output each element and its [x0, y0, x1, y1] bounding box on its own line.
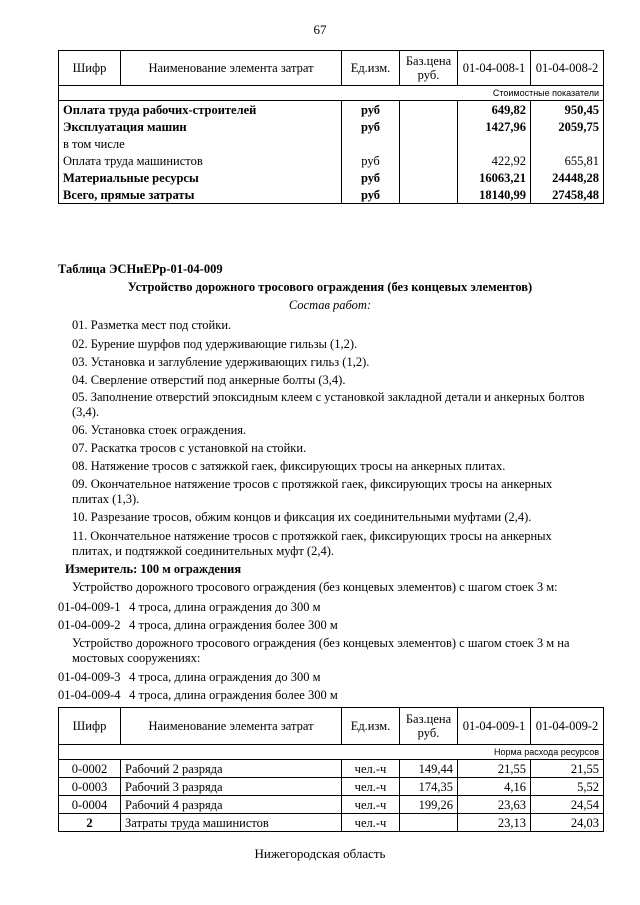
variants-description: Устройство дорожного тросового ограждения (без концевых элементов) с шагом стоек 3 м на мостовых сооружениях:: [72, 636, 570, 665]
row-value-2: 24,03: [531, 814, 604, 832]
row-unit: руб: [342, 152, 400, 169]
table-row: [59, 796, 604, 814]
row-code: 0-0004: [59, 796, 121, 814]
col-header-name: Наименование элемента затрат: [121, 708, 342, 745]
resource-table: [58, 707, 604, 832]
row-value-1: 649,82: [458, 101, 531, 119]
work-item: 07. Раскатка тросов с установкой на стойки.: [72, 441, 307, 455]
row-code: 0-0002: [59, 760, 121, 778]
col-header-variant-1: 01-04-008-1: [458, 51, 531, 86]
row-value-2: 24448,28: [531, 169, 604, 186]
row-value-1: 422,92: [458, 152, 531, 169]
row-name: Материальные ресурсы: [59, 169, 342, 186]
row-value-1: 21,55: [458, 760, 531, 778]
row-value-2: 27458,48: [531, 186, 604, 204]
row-price: [400, 814, 458, 832]
row-value-1: [458, 135, 531, 152]
row-name: Рабочий 2 разряда: [121, 760, 342, 778]
row-name: Эксплуатация машин: [59, 118, 342, 135]
section-label: Стоимостные показатели: [59, 86, 604, 101]
row-unit: руб: [342, 101, 400, 119]
row-price: [400, 186, 458, 204]
col-header-unit: Ед.изм.: [342, 708, 400, 745]
row-price: [400, 152, 458, 169]
work-item: 06. Установка стоек ограждения.: [72, 423, 247, 437]
row-name: Затраты труда машинистов: [121, 814, 342, 832]
row-price: [400, 169, 458, 186]
row-value-2: 2059,75: [531, 118, 604, 135]
row-value-2: 24,54: [531, 796, 604, 814]
row-unit: чел.-ч: [342, 760, 400, 778]
work-item: 11. Окончательное натяжение тросов с протяжкой гаек, фиксирующих тросы на анкерных плитах, и подтяжкой соединительных муфт (2,4).: [72, 529, 552, 558]
row-price: 174,35: [400, 778, 458, 796]
work-item: 05. Заполнение отверстий эпоксидным клеем с установкой закладной детали и анкерных болтов (3,4).: [72, 390, 585, 419]
row-value-2: 655,81: [531, 152, 604, 169]
variant-line: [58, 600, 321, 615]
variant-code: 01-04-009-1: [58, 600, 121, 614]
variant-text: 4 троса, длина ограждения более 300 м: [129, 618, 338, 632]
table-row: [59, 118, 604, 135]
row-name: Всего, прямые затраты: [59, 186, 342, 204]
variant-line: [58, 688, 338, 703]
variant-code: 01-04-009-2: [58, 618, 121, 632]
col-header-variant-2: 01-04-009-2: [531, 708, 604, 745]
row-unit: чел.-ч: [342, 814, 400, 832]
works-heading: Состав работ:: [288, 298, 372, 312]
row-unit: чел.-ч: [342, 796, 400, 814]
row-code: 2: [59, 814, 121, 832]
row-unit: руб: [342, 186, 400, 204]
work-item: 08. Натяжение тросов с затяжкой гаек, фиксирующих тросы на анкерных плитах.: [72, 459, 506, 473]
row-value-1: 16063,21: [458, 169, 531, 186]
variant-text: 4 троса, длина ограждения до 300 м: [129, 670, 321, 684]
row-value-1: 23,63: [458, 796, 531, 814]
row-unit: чел.-ч: [342, 778, 400, 796]
table-row: [59, 152, 604, 169]
work-item: 01. Разметка мест под стойки.: [72, 318, 232, 332]
variants-description: Устройство дорожного тросового ограждения (без концевых элементов) с шагом стоек 3 м:: [72, 580, 558, 594]
row-name: Оплата труда рабочих-строителей: [59, 101, 342, 119]
table-title: Устройство дорожного тросового ограждения (без концевых элементов): [127, 280, 533, 294]
col-header-variant-2: 01-04-008-2: [531, 51, 604, 86]
row-name: Рабочий 3 разряда: [121, 778, 342, 796]
variant-code: 01-04-009-4: [58, 688, 121, 702]
table-row: [59, 101, 604, 119]
work-item: 09. Окончательное натяжение тросов с протяжкой гаек, фиксирующих тросы на анкерных плитах (1,3).: [72, 477, 553, 506]
work-item: 02. Бурение шурфов под удерживающие гильзы (1,2).: [72, 337, 358, 351]
table-row: [59, 186, 604, 204]
row-value-1: 4,16: [458, 778, 531, 796]
row-price: [400, 101, 458, 119]
measurer: Измеритель: 100 м ограждения: [65, 562, 242, 576]
row-value-1: 18140,99: [458, 186, 531, 204]
table-row: [59, 760, 604, 778]
work-item: 10. Разрезание тросов, обжим концов и фиксация их соединительными муфтами (2,4).: [72, 510, 532, 524]
row-name: Рабочий 4 разряда: [121, 796, 342, 814]
col-header-variant-1: 01-04-009-1: [458, 708, 531, 745]
variant-line: [58, 670, 321, 685]
row-value-1: 23,13: [458, 814, 531, 832]
variant-text: 4 троса, длина ограждения до 300 м: [129, 600, 321, 614]
page-footer: Нижегородская область: [254, 846, 386, 861]
table-row: [59, 135, 604, 152]
cost-table: [58, 50, 604, 204]
variant-code: 01-04-009-3: [58, 670, 121, 684]
row-value-2: 950,45: [531, 101, 604, 119]
row-value-2: 21,55: [531, 760, 604, 778]
col-header-name: Наименование элемента затрат: [121, 51, 342, 86]
row-unit: [342, 135, 400, 152]
row-value-1: 1427,96: [458, 118, 531, 135]
row-price: [400, 118, 458, 135]
work-item: 04. Сверление отверстий под анкерные болты (3,4).: [72, 373, 346, 387]
row-name: в том числе: [59, 135, 342, 152]
table-row: [59, 169, 604, 186]
row-unit: руб: [342, 118, 400, 135]
col-header-code: Шифр: [59, 708, 121, 745]
col-header-unit: Ед.изм.: [342, 51, 400, 86]
row-code: 0-0003: [59, 778, 121, 796]
work-item: 03. Установка и заглубление удерживающих гильз (1,2).: [72, 355, 370, 369]
variant-text: 4 троса, длина ограждения более 300 м: [129, 688, 338, 702]
row-price: 149,44: [400, 760, 458, 778]
table-code: Таблица ЭСНиЕРр-01-04-009: [58, 262, 223, 276]
col-header-price: Баз.цена руб.: [400, 708, 458, 745]
section-label: Норма расхода ресурсов: [59, 745, 604, 760]
row-name: Оплата труда машинистов: [59, 152, 342, 169]
table-row: [59, 778, 604, 796]
col-header-code: Шифр: [59, 51, 121, 86]
row-price: [400, 135, 458, 152]
row-value-2: [531, 135, 604, 152]
row-value-2: 5,52: [531, 778, 604, 796]
row-price: 199,26: [400, 796, 458, 814]
col-header-price: Баз.цена руб.: [400, 51, 458, 86]
row-unit: руб: [342, 169, 400, 186]
page-number: 67: [313, 22, 327, 37]
variant-line: [58, 618, 338, 633]
table-row: [59, 814, 604, 832]
